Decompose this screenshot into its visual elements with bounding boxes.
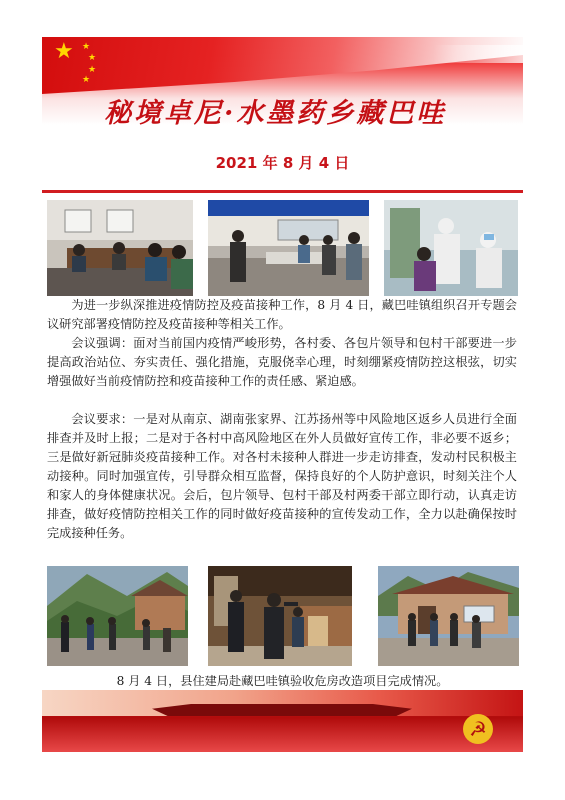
meeting-room-photo [47, 200, 193, 296]
house-interior-inspection-photo [208, 566, 352, 666]
small-star-icon: ★ [88, 65, 97, 75]
paragraph-intro: 为进一步纵深推进疫情防控及疫苗接种工作，8 月 4 日，藏巴哇镇组织召开专题会议研究部署疫情防控及疫苗接种等相关工作。 [47, 298, 517, 331]
banner-highlight [433, 45, 523, 63]
small-star-icon: ★ [82, 42, 91, 52]
hammer-sickle-icon: ☭ [463, 714, 493, 744]
paragraph-meeting-emphasis: 会议强调：面对当前国内疫情严峻形势，各村委、各包片领导和包村干部要进一步提高政治站位、夯实责任、强化措施，克服侥幸心理，时刻绷紧疫情防控这根弦，切实增强做好当前疫情防控和疫苗接种工作的责任感、紧迫感。 [47, 336, 517, 388]
photo-caption: 8 月 4 日，县住建局赴藏巴哇镇验收危房改造项目完成情况。 [116, 674, 449, 688]
courtyard-inspection-photo [378, 566, 519, 666]
article-date: 2021 年 8 月 4 日 [215, 154, 350, 172]
header-banner [42, 37, 523, 125]
vaccine-injection-photo [384, 200, 518, 296]
small-star-icon: ★ [88, 53, 97, 63]
mountain-village-inspection-photo [47, 566, 188, 666]
banner-title: 秘境卓尼·水墨药乡藏巴哇 [104, 98, 447, 125]
small-star-icon: ★ [82, 75, 91, 85]
tiananmen-roof-graphic [152, 704, 412, 716]
paragraph-meeting-requirements: 会议要求：一是对从南京、湖南张家界、江苏扬州等中风险地区返乡人员进行全面排查并及时上报；二是对于各村中高风险地区在外人员做好宣传工作，非必要不返乡；三是做好新冠肺炎疫苗接种工作。对各村未接种人群进一步走访排查，发动村民积极主动接种。同时加强宣传，引导群众相互监督，保持良好的个人防护意识，时刻关注个人和家人的身体健康状况。会后，包片领导、包村干部及村两委干部立即行动，认真走访排查，做好疫情防控相关工作的同时做好疫苗接种的宣传发动工作，全力以赴确保按时完成接种任务。 [47, 412, 517, 540]
vaccination-tent-photo [208, 200, 369, 296]
big-star-icon: ★ [54, 39, 74, 64]
divider [42, 190, 523, 193]
footer-banner [42, 690, 523, 752]
